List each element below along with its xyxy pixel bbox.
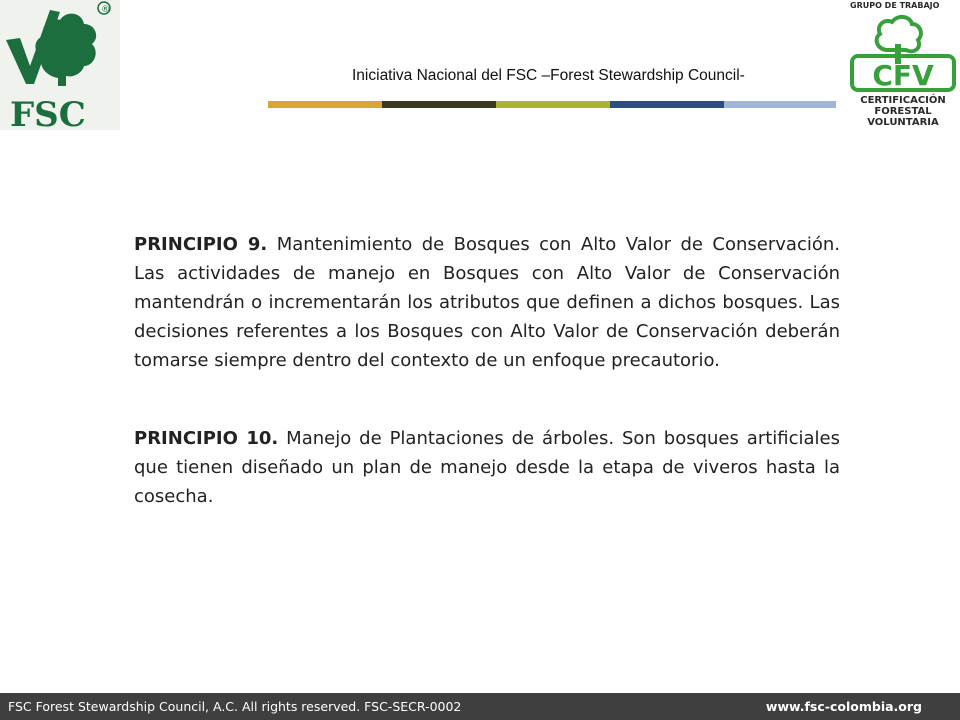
principle-lead: PRINCIPIO 9. bbox=[134, 234, 268, 255]
color-bar-segment bbox=[610, 101, 724, 108]
header-color-bar bbox=[268, 101, 836, 108]
fsc-logo-text: FSC bbox=[10, 95, 86, 130]
color-bar-segment bbox=[724, 101, 836, 108]
svg-text:®: ® bbox=[101, 5, 110, 15]
principle-paragraph bbox=[134, 230, 840, 375]
footer-website: www.fsc-colombia.org bbox=[765, 699, 922, 714]
footer-copyright: FSC Forest Stewardship Council, A.C. All rights reserved. FSC-SECR-0002 bbox=[8, 699, 462, 714]
cfv-mark-text: CFV bbox=[872, 59, 934, 92]
principle-text: Mantenimiento de Bosques con Alto Valor de Conservación. Las actividades de manejo en Bosques con Alto Valor de Conservación mantendrán o incrementarán los atributos que definen a dichos bosques. Las decisiones referentes a los Bosques con Alto Valor de Conservación deberán tomarse siempre dentro del contexto de un enfoque precautorio. bbox=[134, 234, 840, 371]
footer bbox=[0, 693, 960, 720]
cfv-logo bbox=[846, 0, 960, 128]
fsc-logo bbox=[0, 0, 120, 130]
color-bar-segment bbox=[268, 101, 382, 108]
cfv-line2: FORESTAL bbox=[874, 106, 932, 117]
color-bar-segment bbox=[496, 101, 610, 108]
main-content bbox=[134, 230, 840, 511]
cfv-line3: VOLUNTARIA bbox=[867, 117, 939, 128]
principle-paragraph bbox=[134, 424, 840, 511]
cfv-line1: CERTIFICACIÓN bbox=[860, 95, 946, 106]
color-bar-segment bbox=[382, 101, 496, 108]
principle-text: Manejo de Plantaciones de árboles. Son bosques artificiales que tienen diseñado un plan de manejo desde la etapa de viveros hasta la cosecha. bbox=[134, 428, 840, 507]
header-title: Iniciativa Nacional del FSC –Forest Stewardship Council- bbox=[352, 67, 745, 84]
principle-lead: PRINCIPIO 10. bbox=[134, 428, 279, 449]
cfv-top-text: GRUPO DE TRABAJO bbox=[850, 1, 940, 10]
